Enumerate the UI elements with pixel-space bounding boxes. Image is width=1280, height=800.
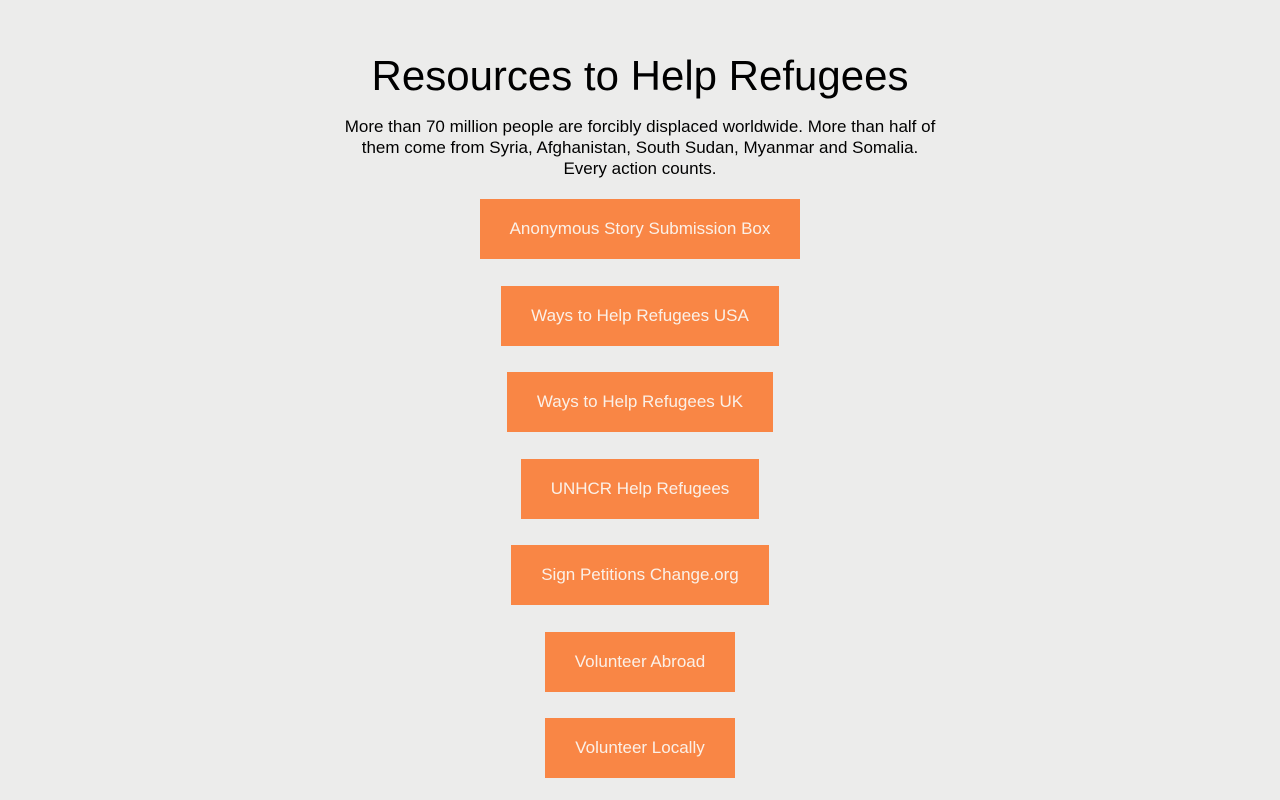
volunteer-locally-button[interactable]: Volunteer Locally (545, 718, 734, 778)
anonymous-story-submission-button[interactable]: Anonymous Story Submission Box (480, 199, 801, 259)
page-description: More than 70 million people are forcibly displaced worldwide. More than half of them come from Syria, Afghanistan, South Sudan, Myanmar and Somalia. Every action counts. (344, 117, 936, 178)
volunteer-abroad-button[interactable]: Volunteer Abroad (545, 632, 735, 692)
resource-button-list (480, 199, 801, 778)
page-title: Resources to Help Refugees (371, 52, 909, 99)
sign-petitions-button[interactable]: Sign Petitions Change.org (511, 545, 769, 605)
help-refugees-usa-button[interactable]: Ways to Help Refugees USA (501, 286, 779, 346)
help-refugees-uk-button[interactable]: Ways to Help Refugees UK (507, 372, 773, 432)
unhcr-help-refugees-button[interactable]: UNHCR Help Refugees (521, 459, 760, 519)
